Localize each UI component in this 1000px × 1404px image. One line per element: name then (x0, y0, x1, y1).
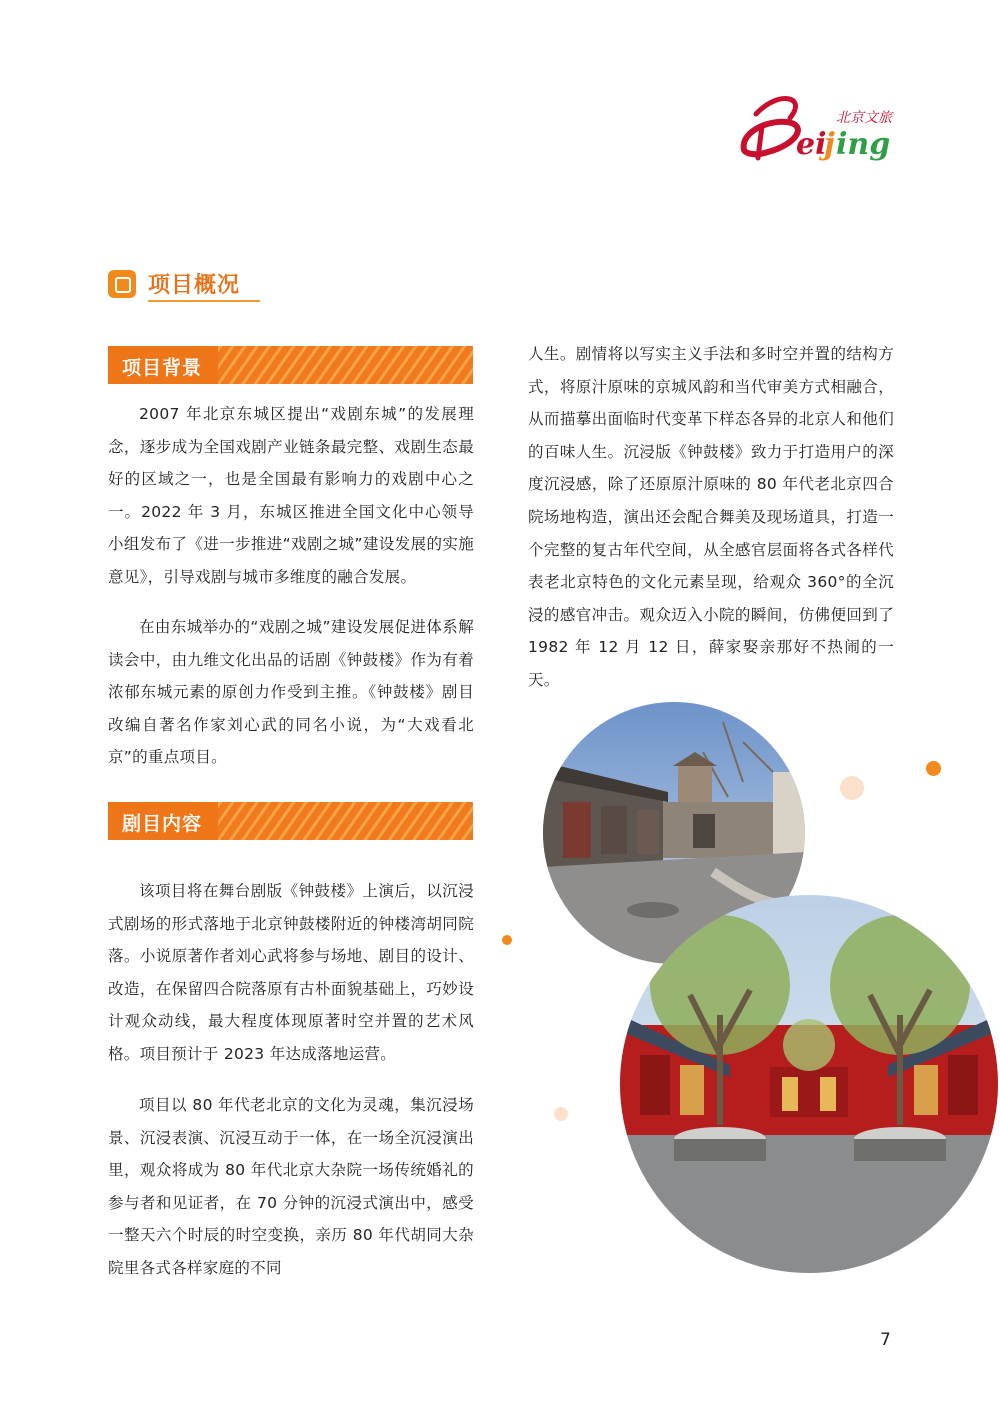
content-paragraph-2-continued: 人生。剧情将以写实主义手法和多时空并置的结构方式，将原汁原味的京城风韵和当代审美方式相融合，从而描摹出面临时代变革下样态各异的北京人和他们的百味人生。沉浸版《钟鼓楼》致力于打造用户的深度沉浸感，除了还原原汁原味的 80 年代老北京四合院场地构造，演出还会配合舞美及现场道具，打造一个完整的复古年代空间，从全感官层面将各式各样代表老北京特色的文化元素呈现，给观众 360°的全沉浸的感官冲击。观众迈入小院的瞬间，仿佛便回到了 1982 年 12 月 12 日，薛家娶亲那好不热闹的一天。 (528, 345, 894, 689)
svg-text:ing: ing (836, 127, 891, 162)
background-paragraph-2: 在由东城举办的“戏剧之城”建设发展促进体系解读会中，由九维文化出品的话剧《钟鼓楼》作为有着浓郁东城元素的原创力作受到主推。《钟鼓楼》剧目改编自著名作家刘心武的同名小说，为“大戏看北京”的重点项目。 (108, 618, 474, 767)
content-heading-bar (108, 802, 473, 840)
background-heading: 项目背景 (122, 357, 203, 379)
content-heading: 剧目内容 (122, 813, 203, 835)
background-paragraph-1: 2007 年北京东城区提出“戏剧东城”的发展理念，逐步成为全国戏剧产业链条最完整、戏剧生态最好的区域之一，也是全国最有影响力的戏剧中心之一。2022 年 3 月，东城区推进全国文化中心领导小组发布了《进一步推进“戏剧之城”建设发展的实施意见》，引导戏剧与城市多维度的融合发展。 (108, 405, 474, 586)
content-paragraph-2: 项目以 80 年代老北京的文化为灵魂，集沉浸场景、沉浸表演、沉浸互动于一体，在一场全沉浸演出里，观众将成为 80 年代北京大杂院一场传统婚礼的参与者和见证者，在 70 分钟的沉浸式演出中，感受一整天六个时辰的时空变换，亲历 80 年代胡同大杂院里各式各样家庭的不同 (108, 1096, 474, 1277)
background-heading-bar (108, 346, 473, 384)
svg-text:ei: ei (796, 127, 827, 162)
svg-text:j: j (824, 127, 835, 162)
chart-icon (108, 270, 136, 298)
decorative-dot (554, 1107, 568, 1121)
section-title: 项目概况 (148, 273, 241, 298)
section-underline (148, 300, 260, 302)
decorative-dot (502, 935, 512, 945)
decorative-dot (840, 776, 864, 800)
decorative-dot (926, 761, 941, 776)
logo-cn-text: 北京文旅 (836, 110, 892, 126)
courtyard-photo (620, 895, 998, 1273)
page-number: 7 (880, 1330, 891, 1350)
beijing-logo (738, 92, 898, 164)
content-paragraph-1: 该项目将在舞台剧版《钟鼓楼》上演后，以沉浸式剧场的形式落地于北京钟鼓楼附近的钟楼湾胡同院落。小说原著作者刘心武将参与场地、剧目的设计、改造，在保留四合院落原有古朴面貌基础上，巧妙设计观众动线，最大程度体现原著时空并置的艺术风格。项目预计于 2023 年达成落地运营。 (108, 882, 474, 1063)
section-heading (108, 268, 254, 304)
